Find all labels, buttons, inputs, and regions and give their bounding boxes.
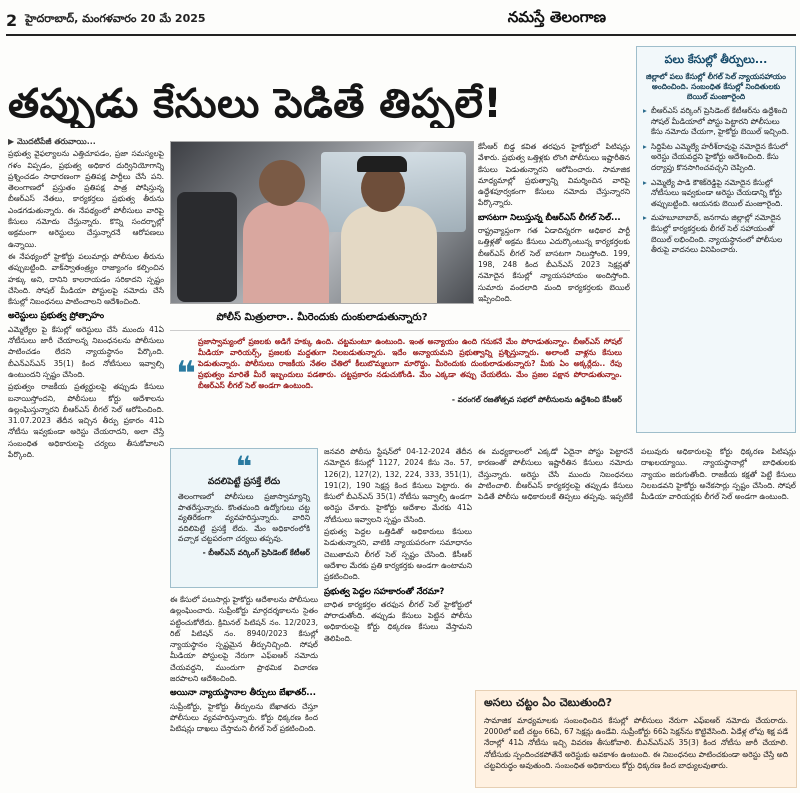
quote-mark-icon: ❝ (176, 354, 196, 394)
statement-title: వదలిపెట్టే ప్రసక్తే లేదు (207, 477, 281, 487)
verdicts-sidebar (636, 46, 796, 433)
far-right-paragraph: ఈ మధ్యకాలంలో ఎక్కడో ఏదైనా పోస్టు పెట్టారనే కారణంతో పోలీసులు ఇష్టారీతిన కేసులు నమోదు చేస్తున్నారు. అరెస్టు చేసే ముందు నిబంధనలు పాటించాలి. బీఆర్‌ఎస్ కార్యకర్తలపై తప్పుడు కేసులు పెడితే పోలీసు అధికారులకే తిప్పలు తప్పవు. ఇప్పటికే పలువురు అధికారులపై కోర్టు ధిక్కరణ పిటిషన్లు దాఖలయ్యాయి. న్యాయస్థానాల్లో బాధితులకు న్యాయం జరుగుతోంది. రాజకీయ కక్షతో పెట్టే కేసులు నిలబడవని హైకోర్టు అనేకసార్లు స్పష్టం చేసింది. సోషల్ మీడియా వారియర్లకు లీగల్ సెల్ అండగా ఉంటుంది. (478, 447, 796, 502)
side-paragraph: కేసీఆర్ బిడ్డ కవిత తరఫున హైకోర్టులో పిటిషన్లు వేశారు. ప్రభుత్వ ఒత్తిళ్లకు లొంగి పోలీసులు ఇష్టారీతిన కేసులు పెడుతున్నారని ఆరోపించారు. సామాజిక మాధ్యమాల్లో ప్రభుత్వాన్ని విమర్శించిన వారిపై ఉద్దేశపూర్వకంగా కేసులు నమోదు చేస్తున్నారని పేర్కొన్నారు. (478, 142, 630, 208)
person-left-head (259, 160, 305, 206)
statement-box (170, 448, 318, 588)
page-header (6, 6, 796, 36)
law-explainer-box (475, 690, 797, 788)
statement-text: తెలంగాణలో పోలీసులు ప్రజాస్వామ్యాన్ని పాతరేస్తున్నారు. కొంతమంది ఉద్యోగులు చట్ట వ్యతిరేకంగా వ్యవహరిస్తున్నారు. వారిని వదిలిపెట్టే ప్రసక్తే లేదు. మేం అధికారంలోకి వచ్చాక చట్టపరంగా చర్యలు తప్పవు. (178, 492, 310, 544)
section-heading: ప్రభుత్వ పెద్దల సహకారంతో నేరమా? (324, 586, 445, 597)
page-number: 2 (6, 10, 18, 30)
middle-paragraph: ఈ కేసులో పలుసార్లు హైకోర్టు ఆదేశాలను పోలీసులు ఉల్లంఘించారు. సుప్రీంకోర్టు మార్గదర్శకాలను సైతం పట్టించుకోలేదు. క్రిమినల్ పిటిషన్ నం. 12/2023, రిట్ పిటిషన్ నం. 8940/2023 కేసుల్లో న్యాయస్థానం స్పష్టమైన తీర్పునిచ్చింది. సోషల్ మీడియా పోస్టులపై నేరుగా ఎఫ్‌ఐఆర్ నమోదు చేయవద్దని, ముందుగా ప్రాథమిక విచారణ జరపాలని ఆదేశించింది. (170, 595, 318, 684)
sidebar-item: ▸ ఎమ్మెల్యే పాడి కౌశిక్‌రెడ్డిపై నమోదైన కేసుల్లో నోటీసులు ఇవ్వకుండా అరెస్టు చేయడాన్ని కోర్టు తప్పుబట్టింది. ఆయనకు బెయిల్ మంజూరైంది. (643, 178, 789, 210)
right-paragraph: జనవరి పోలీసు స్టేషన్‌లో 04-12-2024 తేదీన నమోదైన కేసుల్లో 1127, 2024 కేసు నెం. 57, 126(2), 127(2), 132, 224, 333, 351(1), 191(2), 190 సెక్షన్ల కింద కేసులు పెట్టారు. ఈ కేసులో బీఎన్‌ఎస్ 35(1) నోటీసు ఇవ్వాల్సి ఉండగా అరెస్టు చేశారు. హైకోర్టు ఆదేశాల మేరకు 41ఏ నోటీసులు ఇవ్వాలని స్పష్టం చేసింది. (324, 447, 472, 524)
sidebar-lead: జిల్లాలో పలు కేసుల్లో లీగల్ సెల్ న్యాయసహాయం అందించింది. సంబంధిత కేసుల్లో నిందితులకు బెయిల్ మంజూరైంది (646, 72, 786, 101)
right-paragraph: ప్రభుత్వ పెద్దల ఒత్తిడితో అధికారులు కేసులు పెడుతున్నారని, వాటికి న్యాయపరంగా సమాధానం చెబుతామని లీగల్ సెల్ స్పష్టం చేసింది. కేసీఆర్ ఆదేశాల మేరకు ప్రతి కార్యకర్తకు అండగా ఉంటామని ప్రకటించింది. (324, 527, 472, 582)
sidebar-item: ▸ సిద్దిపేట ఎమ్మెల్యే హరీశ్‌రావుపై నమోదైన కేసులో అరెస్టు చేయవద్దని హైకోర్టు ఆదేశించింది. కేసు దర్యాప్తు కొనసాగించవచ్చని చెప్పింది. (643, 142, 789, 174)
sidebar-title: పలు కేసుల్లో తీర్పులు... (664, 53, 768, 66)
police-officer-body (341, 206, 437, 304)
far-right-column (478, 446, 796, 684)
lead-paragraph: ప్రభుత్వ వైఫల్యాలను ఎత్తిచూపడం, ప్రజా సమస్యలపై గళం విప్పడం, ప్రభుత్వ అధికార దుర్వినియోగాన్ని ప్రశ్నించడం సాధారణంగా ప్రతిపక్ష పార్టీలు చేసే పని. తెలంగాణలో ప్రస్తుతం ప్రతిపక్ష పాత్ర పోషిస్తున్న బీఆర్‌ఎస్ నేతలు, కార్యకర్తలు ప్రభుత్వ తీరును ఎండగడుతున్నారు. ఈ నేపథ్యంలో పోలీసులు వారిపై కేసులు నమోదు చేస్తున్నారు. కొన్ని సందర్భాల్లో అక్రమంగా అరెస్టులు చేస్తున్నారనే ఆరోపణలు ఉన్నాయి. (8, 149, 164, 249)
quote-signature: - వరంగల్ రజతోత్సవ సభలో పోలీసులను ఉద్దేశించి కేసీఆర్ (451, 394, 622, 404)
main-headline: తప్పుడు కేసులు పెడితే తిప్పలే! (8, 81, 503, 127)
newspaper-brand: నమస్తే తెలంగాణ (507, 8, 606, 26)
statement-signature: - బీఆర్‌ఎస్ వర్కింగ్ ప్రెసిడెంట్ కేటీఆర్ (202, 547, 310, 557)
news-photo (170, 141, 474, 304)
section-heading: బాసటగా నిలుస్తున్న బీఆర్‌ఎస్ లీగల్ సెల్... (478, 212, 621, 223)
section-paragraph: ప్రభుత్వం రాజకీయ ప్రత్యర్థులపై తప్పుడు కేసులు బనాయిస్తోందని, పోలీసులు కోర్టు ఆదేశాలను ఉల్లంఘిస్తున్నారని బీఆర్‌ఎస్ లీగల్ సెల్ ఆరోపించింది. 31.07.2023 తేదీన ఇచ్చిన తీర్పు ప్రకారం 41ఏ నోటీసు ఇవ్వకుండా అరెస్టు చేయరాదని, అలా చేస్తే సంబంధిత అధికారులపై చర్యలు తీసుకోవాలని పేర్కొంది. (8, 382, 164, 460)
police-cap (357, 156, 407, 172)
quote-text: ప్రజాస్వామ్యంలో ప్రజలకు అడిగే హక్కు ఉంది. చట్టమంటూ ఉంటుంది. ఇంత అన్యాయం ఉంది గనుకనే మేం పోరాడుతున్నాం. బీఆర్‌ఎస్ సోషల్ మీడియా వారియర్స్, ప్రజలకు మద్దతుగా నిలబడుతున్నారు. ఇదేం అన్యాయమని ప్రభుత్వాన్ని ప్రశ్నిస్తున్నారు. అలాంటి వాళ్లను కేసులు పెడుతున్నారు. పోలీసులు రాజకీయ నేతల చేతిలో కీలుబొమ్మలుగా మారొద్దు. మీరెందుకు దుంకులాడుతున్నారు? మీకు ఏం అక్కర్లేదు.. రేపు ప్రభుత్వం మారితే మీరే ఇబ్బందులు పడతారు. చట్టప్రకారం నడుచుకోండి. మేం ఎక్కడా తప్పు చేయలేదు. మేం ప్రజల పక్షాన పోరాడుతున్నాం. బీఆర్‌ఎస్ లీగల్ సెల్ అండగా ఉంటుంది. (198, 337, 622, 390)
section-paragraph: సుప్రీంకోర్టు, హైకోర్టు తీర్పులను బేఖాతరు చేస్తూ పోలీసులు వ్యవహరిస్తున్నారు. కోర్టు ధిక్కరణ కింద పిటిషన్లు దాఖలు చేస్తామని లీగల్ సెల్ ప్రకటించింది. (170, 701, 318, 734)
quote-mark-icon: ❝ (235, 450, 253, 483)
continuation-kicker: ▶ మొదటిపేజీ తరువాయి... (8, 137, 96, 146)
law-explainer-text: సామాజిక మాధ్యమాలకు సంబంధించిన కేసుల్లో పోలీసులు నేరుగా ఎఫ్‌ఐఆర్ నమోదు చేయరాదు. 2000లో ఐటీ చట్టం 66ఏ, 67 సెక్షన్లు ఉండేవి. సుప్రీంకోర్టు 66ఏ సెక్షన్‌ను కొట్టివేసింది. ఏడేళ్ల లోపు శిక్ష పడే నేరాల్లో 41ఏ నోటీసు ఇచ్చి వివరణ తీసుకోవాలి. బీఎన్‌ఎస్ఎస్ 35(3) కింద నోటీసు జారీ చేయాలి. నోటీసుకు స్పందించకపోతేనే అరెస్టుకు అవకాశం ఉంటుంది. ఈ నిబంధనలు పాటించకుండా అరెస్టు చేస్తే అది చట్టవిరుద్ధం అవుతుంది. సంబంధిత అధికారులు కోర్టు ధిక్కరణ కింద బాధ్యులవుతారు. (484, 716, 788, 770)
person-left-body (243, 202, 329, 304)
section-paragraph: ఎమ్మెల్యేల పై కేసుల్లో అరెస్టులు చేసే ముందు 41ఏ నోటీసులు జారీ చేయాలన్న నిబంధనలను పోలీసులు పాటించడం లేదని న్యాయస్థానం పేర్కొంది. బీఎన్‌ఎస్ఎస్ 35(1) కింద నోటీసులు ఇవ్వాల్సి ఉంటుందని స్పష్టం చేసింది. (8, 324, 164, 379)
car-seat (177, 192, 237, 302)
section-heading: అరెస్టులు ప్రభుత్వ ప్రోత్సాహం (8, 311, 105, 322)
lead-column (8, 136, 164, 786)
section-paragraph: బాధిత కార్యకర్తల తరఫున లీగల్ సెల్ హైకోర్టులో పోరాడుతోంది. తప్పుడు కేసులు పెట్టిన పోలీసు అధికారులపై కోర్టు ధిక్కరణ కేసులు వేస్తామని తెలిపింది. (324, 599, 472, 643)
right-column (324, 446, 472, 786)
edition-line: హైదరాబాద్, మంగళవారం 20 మే 2025 (25, 12, 206, 25)
sidebar-item: ▸ బీఆర్‌ఎస్ వర్కింగ్ ప్రెసిడెంట్ కేటీఆర్‌ను ఉద్దేశించి సోషల్ మీడియాలో పోస్టు పెట్టారని పోలీసులు కేసు నమోదు చేయగా, హైకోర్టు బెయిల్ ఇచ్చింది. (643, 106, 789, 138)
law-explainer-title: అసలు చట్టం ఏం చెబుతుంది? (484, 696, 612, 709)
photo-side-column (478, 141, 630, 327)
sidebar-item: ▸ మహబూబాబాద్, జనగామ జిల్లాల్లో నమోదైన కేసుల్లో కార్యకర్తలకు లీగల్ సెల్ సహాయంతో బెయిల్ లభించింది. న్యాయస్థానంలో పోలీసుల తీరుపై వాదనలు వినిపించారు. (643, 213, 789, 255)
section-heading: అయినా న్యాయస్థానాల తీర్పులు బేఖాతర్... (170, 688, 316, 699)
lead-paragraph: ఈ నేపథ్యంలో హైకోర్టు పలుమార్లు పోలీసుల తీరును తప్పుబట్టింది. వాక్‌స్వాతంత్ర్యం రాజ్యాంగం కల్పించిన హక్కు అని, దానిని కాలరాయడం సరికాదని స్పష్టం చేసింది. సోషల్ మీడియా పోస్టులపై నమోదు చేసే కేసుల్లో నిబంధనలు పాటించాలని ఆదేశించింది. (8, 251, 164, 307)
section-paragraph: రాష్ట్రవ్యాప్తంగా గత ఏడాదిన్నరగా అధికార పార్టీ ఒత్తిళ్లతో అక్రమ కేసులు ఎదుర్కొంటున్న కార్యకర్తలకు బీఆర్‌ఎస్ లీగల్ సెల్ బాసటగా నిలుస్తోంది. 199, 198, 248 కింద బీఎన్‌ఎస్ 2023 సెక్షన్లతో నమోదైన కేసుల్లో న్యాయసహాయం అందిస్తోంది. సుమారు వందలాది మంది కార్యకర్తలకు బెయిల్ ఇప్పించింది. (478, 226, 630, 303)
photo-caption: పోలీస్ మిత్రులారా.. మీరెందుకు దుంకులాడుతున్నారు? (216, 312, 428, 323)
middle-column (170, 594, 318, 786)
quote-box (170, 330, 630, 438)
sidebar-list (643, 106, 789, 256)
